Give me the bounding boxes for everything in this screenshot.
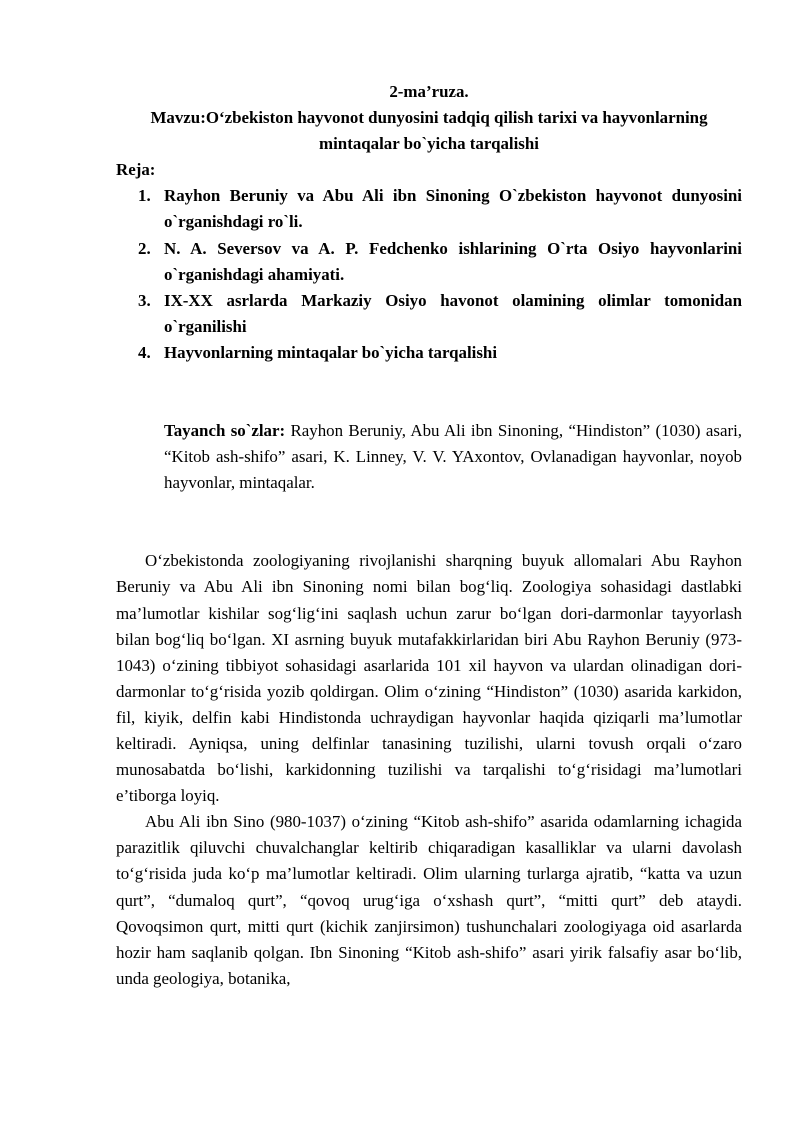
plan-item-text: Rayhon Beruniy va Abu Ali ibn Sinoning O`zbekiston hayvonot dunyosini o`rganishdagi ro`li.	[164, 186, 742, 232]
topic-title-line-1: Mavzu:O‘zbekiston hayvonot dunyosini tadqiq qilish tarixi va hayvonlarning	[150, 108, 708, 128]
plan-heading: Reja:	[116, 160, 156, 180]
plan-list	[116, 183, 742, 366]
lecture-number: 2-ma’ruza.	[389, 82, 469, 101]
plan-item-text: Hayvonlarning mintaqalar bo`yicha tarqalishi	[164, 342, 498, 362]
topic-title-line-2: mintaqalar bo`yicha tarqalishi	[319, 134, 539, 154]
plan-item	[116, 183, 742, 235]
body-paragraph-2: Abu Ali ibn Sino (980-1037) o‘zining “Kitob ash-shifo” asarida odamlarning ichagida parazitlik qiluvchi chuvalchanglar keltirib chiqaradigan kasalliklar va ularni davolash to‘g‘risida juda ko‘p ma’lumotlar keltiradi. Olim ularning turlarga ajratib, “katta va uzun qurt”, “dumaloq qurt”, “qovoq urug‘iga o‘xshash qurt”, “mitti qurt” deb ataydi. Qovoqsimon qurt, mitti qurt (kichik zanjirsimon) tushunchalari zoologiyaga oid asarlarda hozir ham saqlanib qolgan. Ibn Sinoning “Kitob ash-shifo” asari yirik falsafiy asar bo‘lib, unda geologiya, botanika,	[116, 812, 742, 988]
plan-item-text: N. A. Seversov va A. P. Fedchenko ishlarining O`rta Osiyo hayvonlarini o`rganishdagi ahamiyati.	[164, 238, 742, 284]
keywords-label: Tayanch so`zlar:	[164, 421, 286, 441]
plan-item-text: IX-XX asrlarda Markaziy Osiyo havonot olamining olimlar tomonidan o`rganilishi	[164, 290, 742, 336]
plan-item	[116, 288, 742, 340]
body-text	[116, 548, 742, 992]
keywords-text: Rayhon Beruniy, Abu Ali ibn Sinoning, “Hindiston” (1030) asari, “Kitob ash-shifo” asari, K. Linney, V. V. YAxontov, Ovlanadigan hayvonlar, noyob hayvonlar, mintaqalar.	[164, 421, 742, 493]
plan-item-number: 4.	[138, 342, 151, 362]
plan-item	[116, 340, 742, 366]
keywords-block	[164, 418, 742, 496]
plan-item	[116, 236, 742, 288]
document-page	[116, 79, 742, 992]
plan-item-number: 2.	[138, 238, 151, 258]
body-paragraph-1: O‘zbekistonda zoologiyaning rivojlanishi sharqning buyuk allomalari Abu Rayhon Beruniy va Abu Ali ibn Sinoning nomi bilan bog‘liq. Zoologiya sohasidagi dastlabki ma’lumotlar kishilar sog‘lig‘ini saqlash uchun zarur bo‘lgan dori-darmonlar tayyorlash bilan bog‘liq bo‘lgan. XI asrning buyuk mutafakkirlaridan biri Abu Rayhon Beruniy (973-1043) o‘zining tibbiyot sohasidagi asarlarida 101 xil hayvon va ulardan olinadigan dori-darmonlar to‘g‘risida yozib qoldirgan. Olim o‘zining “Hindiston” (1030) asarida karkidon, fil, kiyik, delfin kabi Hindistonda uchraydigan hayvonlar haqida qiziqarli ma’lumotlar keltiradi. Ayniqsa, uning delfinlar tanasining tuzilishi, ularni tovush orqali o‘zaro munosabatda bo‘lishi, karkidonning tuzilishi va tarqalishi to‘g‘risidagi ma’lumotlari e’tiborga loyiq.	[116, 551, 742, 806]
plan-item-number: 1.	[138, 186, 151, 206]
plan-item-number: 3.	[138, 290, 151, 310]
